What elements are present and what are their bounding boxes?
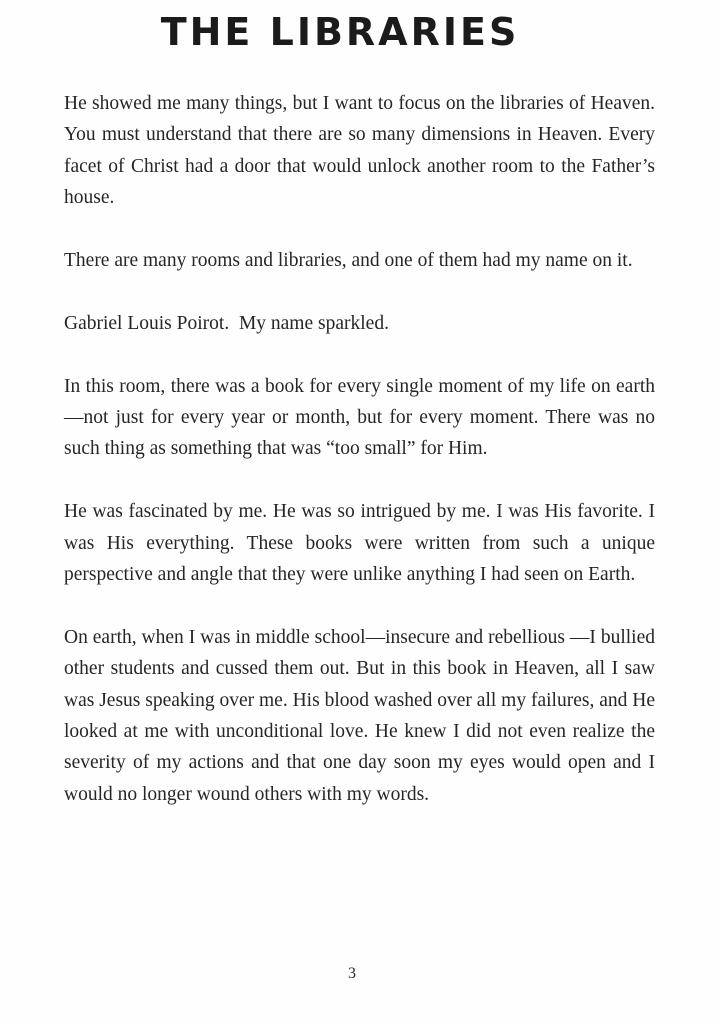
paragraph-2: There are many rooms and libraries, and one of them had my name on it. <box>64 250 633 272</box>
paragraph-3: Gabriel Louis Poirot. My name sparkled. <box>64 312 389 334</box>
paragraph-5: He was fascinated by me. He was so intrigued by me. I was His favorite. I was His everything. These books were written from such a unique perspective and angle that they were unlike anything I had seen on Earth. <box>64 501 655 586</box>
chapter-body <box>64 88 655 810</box>
chapter-title: THE LIBRARIES <box>160 10 520 54</box>
page-number: 3 <box>348 965 356 982</box>
paragraph-4: In this room, there was a book for every single moment of my life on earth—not just for every year or month, but for every moment. There was no such thing as something that was “too small” for Him. <box>64 375 655 460</box>
paragraph-6: On earth, when I was in middle school—insecure and rebellious —I bullied other students and cussed them out. But in this book in Heaven, all I saw was Jesus speaking over me. His blood washed over all my failures, and He looked at me with unconditional love. He knew I did not even realize the severity of my actions and that one day soon my eyes would open and I would no longer wound others with my words. <box>64 626 655 805</box>
paragraph-1: He showed me many things, but I want to focus on the libraries of Heaven. You must understand that there are so many dimensions in Heaven. Every facet of Christ had a door that would unlock another room to the Father’s house. <box>64 93 655 209</box>
